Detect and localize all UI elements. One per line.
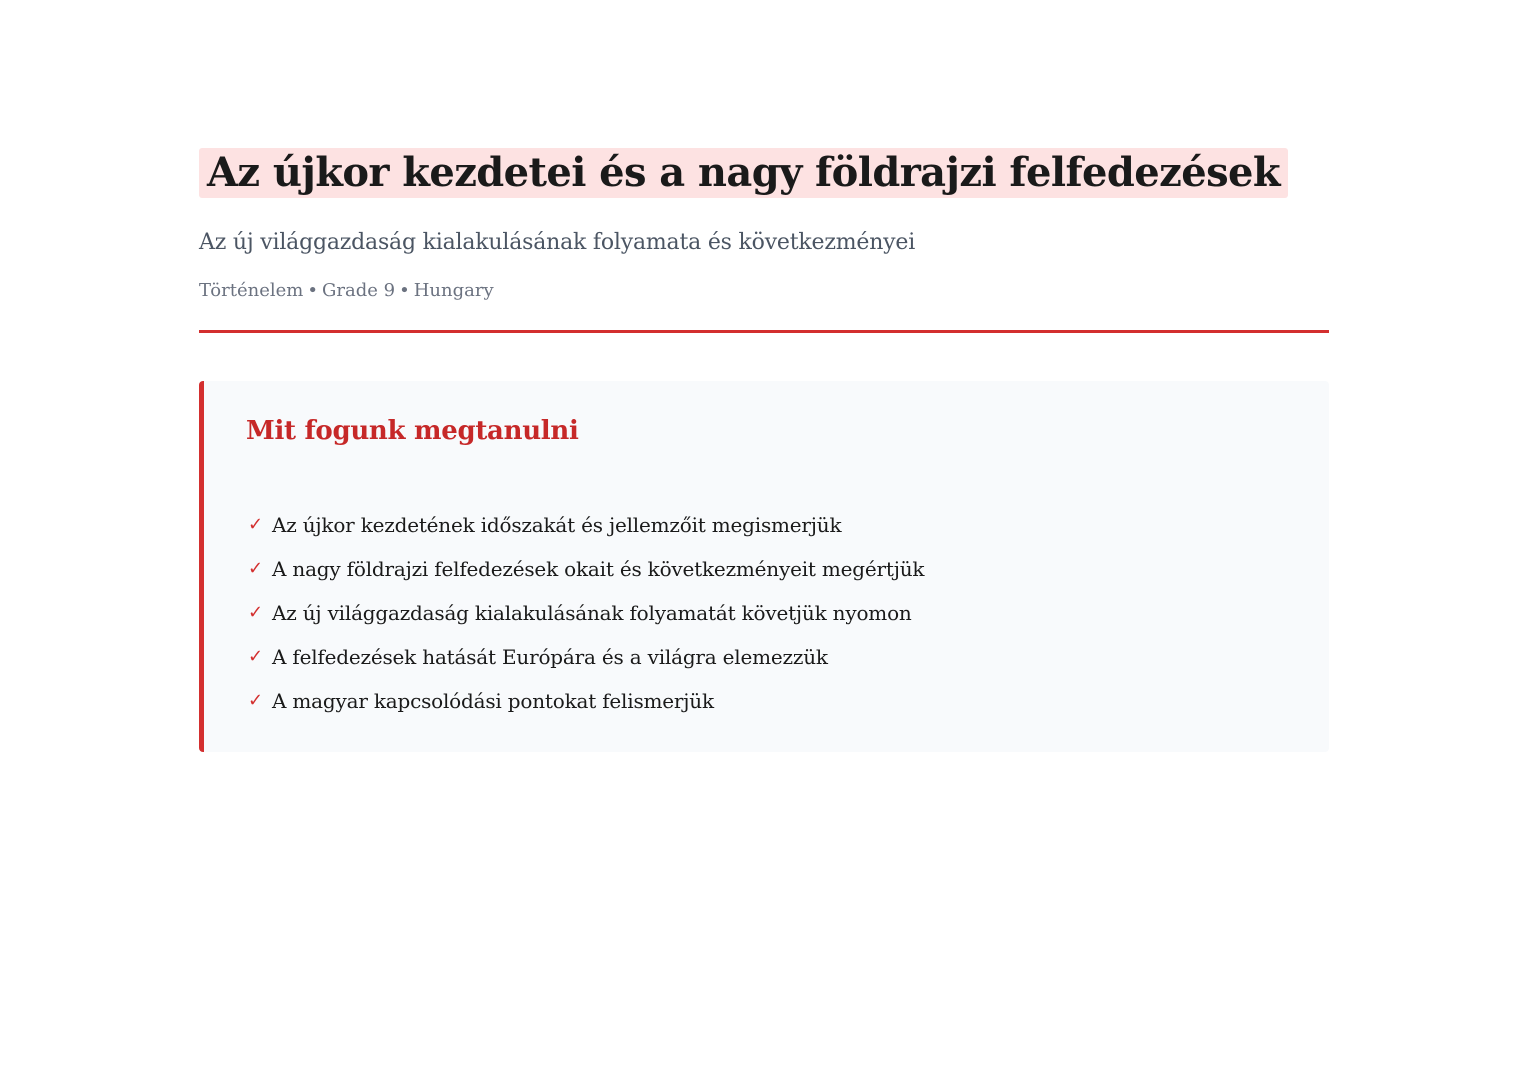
page-title: Az újkor kezdetei és a nagy földrajzi felfedezések: [207, 149, 1280, 196]
objectives-heading: Mit fogunk megtanulni: [246, 416, 579, 446]
page-subtitle: Az új világgazdaság kialakulásának folyamata és következményei: [199, 230, 916, 255]
objective-text: Az új világgazdaság kialakulásának folyamatát követjük nyomon: [272, 601, 912, 625]
objective-text: A magyar kapcsolódási pontokat felismerjük: [272, 689, 714, 713]
list-item: [248, 547, 924, 591]
meta-separator: •: [399, 280, 410, 301]
list-item: [248, 679, 924, 723]
check-icon: ✓: [248, 558, 263, 579]
list-item: [248, 591, 924, 635]
meta-subject: Történelem: [199, 280, 304, 301]
objectives-list: [248, 503, 924, 723]
meta-line: [199, 279, 1329, 303]
check-icon: ✓: [248, 602, 263, 623]
document-page: [199, 148, 1329, 713]
meta-country: Hungary: [413, 280, 494, 301]
title-highlight: [199, 148, 1288, 198]
check-icon: ✓: [248, 690, 263, 711]
objective-text: A nagy földrajzi felfedezések okait és következményeit megértjük: [272, 557, 925, 581]
check-icon: ✓: [248, 514, 263, 535]
list-item: [248, 503, 924, 547]
objective-text: Az újkor kezdetének időszakát és jellemzőit megismerjük: [272, 513, 842, 537]
header-divider: [199, 330, 1329, 333]
check-icon: ✓: [248, 646, 263, 667]
learning-objectives-panel: [199, 381, 1329, 752]
meta-separator: •: [307, 280, 318, 301]
meta-grade: Grade 9: [322, 280, 396, 301]
list-item: [248, 635, 924, 679]
objective-text: A felfedezések hatását Európára és a világra elemezzük: [272, 645, 828, 669]
